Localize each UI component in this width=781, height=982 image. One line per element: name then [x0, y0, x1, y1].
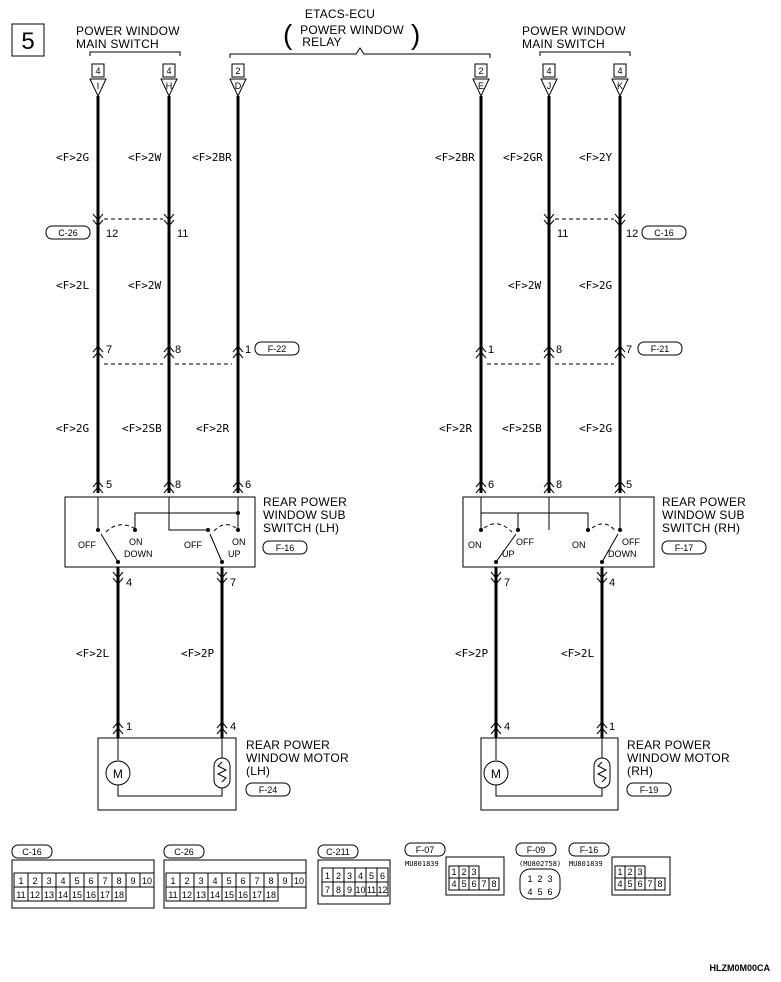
- wire-label-H-1: <F>2W: [128, 151, 162, 164]
- connector-pin: 7: [254, 876, 260, 886]
- svg-text:F-19: F-19: [639, 785, 659, 795]
- sub-switch-rh-label-line3: SWITCH (RH): [662, 521, 741, 535]
- connector-pin: 3: [637, 867, 643, 877]
- motor-rh-label-line3: (RH): [627, 764, 654, 778]
- lh-off2: OFF: [184, 540, 202, 550]
- rh-off1: OFF: [516, 537, 534, 547]
- connector-view-name: F-16: [579, 845, 599, 855]
- wire-label-H-3: <F>2SB: [122, 422, 162, 435]
- wire-label-rh-b: <F>2L: [561, 647, 595, 660]
- connector-tag-c16: [642, 226, 686, 239]
- lh-pin-6: 6: [245, 479, 252, 491]
- connector-pin: 2: [537, 874, 543, 884]
- connector-pin: 6: [471, 879, 477, 889]
- connector-pin: 16: [85, 890, 97, 900]
- connector-view-f16: [615, 866, 665, 890]
- svg-text:F-17: F-17: [674, 543, 694, 553]
- page-number: 5: [21, 28, 35, 55]
- wire-label-J-3: <F>2SB: [502, 422, 542, 435]
- connector-pin: 7: [647, 879, 653, 889]
- connector-pin: 1: [170, 876, 176, 886]
- connector-pin: 15: [71, 890, 83, 900]
- right-main-switch-label-line1: POWER WINDOW: [522, 24, 626, 38]
- connector-pin: 5: [537, 887, 543, 897]
- sub-switch-rh-label-line2: WINDOW SUB: [662, 508, 745, 522]
- rh-on1: ON: [468, 540, 482, 550]
- rh-off2: OFF: [622, 537, 640, 547]
- pin-K-c16: 12: [626, 228, 639, 240]
- connector-pin: 6: [637, 879, 643, 889]
- wire-label-K-2: <F>2G: [579, 279, 613, 292]
- connector-pin: 5: [226, 876, 232, 886]
- svg-text:C-26: C-26: [58, 228, 78, 238]
- connector-pin: 11: [16, 890, 26, 900]
- connector-pin: 5: [74, 876, 80, 886]
- connector-pin: 9: [282, 876, 288, 886]
- connector-pin: 4: [527, 887, 533, 897]
- terminal-I: [90, 64, 106, 96]
- pin-I-c26: 12: [106, 228, 119, 240]
- connector-view-c16: [14, 873, 154, 901]
- connector-views: [12, 843, 670, 908]
- terminal-K: [612, 64, 628, 96]
- connector-pin: 13: [43, 890, 55, 900]
- connector-pin: 1: [324, 871, 331, 881]
- connector-pin: 4: [451, 879, 457, 889]
- connector-pin: 6: [379, 871, 386, 881]
- etacs-relay-label-line2: RELAY: [302, 35, 342, 49]
- pin-H-c26: 11: [177, 228, 189, 240]
- connector-pin: 11: [168, 890, 178, 900]
- rh-down: DOWN: [608, 549, 637, 559]
- svg-text:4: 4: [95, 66, 101, 76]
- lh-down: DOWN: [124, 549, 153, 559]
- wire-label-J-1: <F>2GR: [503, 151, 543, 164]
- wire-label-H-2: <F>2W: [128, 279, 162, 292]
- connector-view-tag: [318, 845, 358, 858]
- connector-pin: 2: [184, 876, 190, 886]
- connector-pin: 7: [102, 876, 108, 886]
- motor-lh-label-line2: WINDOW MOTOR: [246, 751, 349, 765]
- wire-label-D-1: <F>2BR: [192, 151, 232, 164]
- center-group-brace: [230, 48, 490, 58]
- connector-pin: 12: [29, 890, 41, 900]
- connector-pin: 14: [209, 890, 221, 900]
- connector-pin: 8: [657, 879, 663, 889]
- svg-text:K: K: [616, 81, 624, 91]
- connector-pin: 2: [627, 867, 633, 877]
- connector-pin: 8: [268, 876, 274, 886]
- connector-view-tag: [12, 845, 52, 858]
- pin-E-f21: 1: [488, 344, 495, 356]
- right-main-switch-label-line2: MAIN SWITCH: [522, 37, 605, 51]
- pin-I-f22: 7: [106, 344, 113, 356]
- terminal-J: [541, 64, 557, 96]
- svg-text:D: D: [234, 81, 242, 91]
- lh-up: UP: [228, 549, 241, 559]
- connector-pin: 10: [355, 885, 366, 895]
- connector-pin: 7: [481, 879, 487, 889]
- paren-left: (: [283, 19, 293, 50]
- connector-tag-f19: [627, 783, 671, 796]
- rear-window-motor-rh: [481, 721, 618, 810]
- lh-pin-5: 5: [106, 479, 113, 491]
- c16-junction: [544, 214, 625, 226]
- connector-view-tag: [164, 845, 204, 858]
- terminal-D: [230, 64, 246, 96]
- svg-text:H: H: [165, 81, 173, 91]
- connector-pin: 15: [223, 890, 235, 900]
- connector-pin: 4: [617, 879, 623, 889]
- motor-rh-label-line1: REAR POWER: [627, 738, 712, 752]
- pin-J-c16: 11: [557, 228, 569, 240]
- connector-pin: 1: [527, 874, 533, 884]
- svg-text:M: M: [490, 767, 502, 781]
- wire-label-K-3: <F>2G: [579, 422, 613, 435]
- lh-out-pin-a: 4: [126, 577, 133, 589]
- c26-junction: [93, 214, 174, 226]
- connector-pin: 1: [617, 867, 623, 877]
- sub-switch-lh-label-line2: WINDOW SUB: [263, 508, 346, 522]
- lh-off1: OFF: [78, 540, 96, 550]
- connector-tag-f24: [246, 783, 290, 796]
- connector-pin: 13: [195, 890, 207, 900]
- pin-H-f22: 8: [175, 344, 182, 356]
- sub-switch-rh-label-line1: REAR POWER: [662, 495, 747, 509]
- connector-tag-f17: [662, 541, 706, 554]
- svg-text:2: 2: [235, 66, 241, 76]
- rh-pin-6: 6: [488, 479, 495, 491]
- wire-label-I-2: <F>2L: [56, 279, 90, 292]
- connector-pin: 4: [357, 871, 364, 881]
- wire-label-I-3: <F>2G: [56, 422, 90, 435]
- connector-pin: 4: [212, 876, 218, 886]
- motor-lh-label-line3: (LH): [246, 764, 271, 778]
- connector-tag-f16: [263, 541, 307, 554]
- lh-pin-8: 8: [175, 479, 182, 491]
- svg-text:C-16: C-16: [654, 228, 674, 238]
- connector-pin: 16: [237, 890, 249, 900]
- connector-pin: 17: [251, 890, 263, 900]
- connector-pin: 3: [198, 876, 204, 886]
- connector-pin: 3: [471, 867, 477, 877]
- connector-pin: 10: [293, 876, 305, 886]
- connector-pin: 8: [491, 879, 497, 889]
- connector-pin: 5: [461, 879, 467, 889]
- left-group-brace: [90, 52, 180, 56]
- svg-text:4: 4: [617, 66, 623, 76]
- connector-pin: 1: [451, 867, 457, 877]
- connector-pin: 18: [113, 890, 125, 900]
- connector-pin: 2: [335, 871, 342, 881]
- connector-pin: 7: [324, 885, 331, 895]
- connector-view-c26: [166, 873, 306, 901]
- connector-pin: 3: [346, 871, 353, 881]
- pin-D-f22: 1: [245, 344, 252, 356]
- svg-text:M: M: [112, 767, 124, 781]
- connector-view-f07: [449, 866, 499, 890]
- motor-rh-label-line2: WINDOW MOTOR: [627, 751, 730, 765]
- connector-tag-c26: [46, 226, 90, 239]
- wire-label-D-3: <F>2R: [196, 422, 230, 435]
- motor-rh-pin-b: 1: [609, 721, 616, 733]
- svg-text:E: E: [477, 81, 485, 91]
- svg-text:F-24: F-24: [258, 785, 278, 795]
- connector-pin: 3: [46, 876, 52, 886]
- connector-pin: 5: [368, 871, 375, 881]
- wire-label-K-1: <F>2Y: [579, 151, 613, 164]
- motor-lh-pin-b: 4: [230, 721, 237, 733]
- wire-label-E-3: <F>2R: [439, 422, 473, 435]
- svg-text:F-21: F-21: [650, 344, 670, 354]
- wire-label-rh-a: <F>2P: [455, 647, 489, 660]
- etacs-relay-label-line1: POWER WINDOW: [300, 23, 404, 37]
- right-group-brace: [540, 52, 630, 56]
- connector-pin: 2: [32, 876, 38, 886]
- rh-up: UP: [502, 549, 515, 559]
- terminal-E: [473, 64, 489, 96]
- wire-label-J-2: <F>2W: [508, 279, 542, 292]
- pin-K-f21: 7: [626, 344, 633, 356]
- left-main-switch-label-line2: MAIN SWITCH: [76, 37, 159, 51]
- motor-lh-label-line1: REAR POWER: [246, 738, 331, 752]
- rh-on2: ON: [572, 540, 586, 550]
- connector-pin: 4: [60, 876, 66, 886]
- connector-pin: 18: [265, 890, 277, 900]
- connector-pin: 6: [240, 876, 246, 886]
- svg-text:4: 4: [546, 66, 552, 76]
- wire-label-E-1: <F>2BR: [435, 151, 475, 164]
- connector-pin: 10: [141, 876, 153, 886]
- rh-out-pin-a: 7: [504, 577, 511, 589]
- wire-label-I-1: <F>2G: [56, 151, 90, 164]
- connector-view-name: C-211: [326, 847, 350, 857]
- connector-pin: 6: [88, 876, 94, 886]
- sub-switch-lh-label-line1: REAR POWER: [263, 495, 348, 509]
- svg-text:J: J: [546, 81, 552, 91]
- connector-pin: 8: [116, 876, 122, 886]
- connector-tag-f22: [255, 342, 299, 355]
- connector-pin: 5: [627, 879, 633, 889]
- rear-sub-switch-lh: [65, 479, 255, 567]
- connector-pin: 14: [57, 890, 69, 900]
- wire-label-lh-b: <F>2P: [181, 647, 215, 660]
- connector-pin: 6: [547, 887, 553, 897]
- connector-pin: 8: [335, 885, 342, 895]
- connector-pin: 9: [346, 885, 353, 895]
- rh-out-pin-b: 4: [609, 577, 616, 589]
- connector-view-tag: [405, 843, 445, 856]
- connector-view-name: F-09: [526, 845, 546, 855]
- f09-part-number: (MU802758): [519, 860, 562, 868]
- left-main-switch-label-line1: POWER WINDOW: [76, 24, 180, 38]
- connector-view-name: C-26: [174, 847, 194, 857]
- connector-pin: 3: [547, 874, 553, 884]
- connector-pin: 9: [130, 876, 136, 886]
- svg-text:F-16: F-16: [275, 543, 295, 553]
- f16-part-number: MU801839: [569, 860, 603, 868]
- paren-right: ): [411, 19, 421, 50]
- connector-pin: 11: [366, 885, 377, 895]
- rear-sub-switch-rh: [463, 479, 654, 567]
- connector-view-name: F-07: [415, 845, 435, 855]
- connector-pin: 12: [181, 890, 193, 900]
- f07-part-number: MU801839: [405, 860, 439, 868]
- etacs-ecu-label: ETACS-ECU: [304, 7, 376, 21]
- lh-out-pin-b: 7: [230, 577, 237, 589]
- connector-view-c211: [322, 868, 388, 896]
- rh-pin-5: 5: [626, 479, 633, 491]
- wire-label-lh-a: <F>2L: [76, 647, 110, 660]
- sub-switch-lh-label-line3: SWITCH (LH): [263, 521, 340, 535]
- rh-pin-8: 8: [556, 479, 563, 491]
- motor-lh-pin-a: 1: [126, 721, 133, 733]
- svg-text:I: I: [96, 81, 100, 91]
- lh-on2: ON: [232, 537, 246, 547]
- svg-text:2: 2: [478, 66, 484, 76]
- connector-tag-f21: [638, 342, 682, 355]
- connector-pin: 12: [377, 885, 388, 895]
- motor-rh-pin-a: 4: [504, 721, 511, 733]
- footer-code: HLZM0M00CA: [709, 963, 770, 973]
- connector-view-name: C-16: [22, 847, 42, 857]
- svg-text:F-22: F-22: [267, 344, 287, 354]
- connector-pin: 17: [99, 890, 111, 900]
- pin-J-f21: 8: [556, 344, 563, 356]
- connector-view-tag: [516, 843, 556, 856]
- connector-pin: 2: [461, 867, 467, 877]
- svg-text:4: 4: [166, 66, 172, 76]
- connector-view-tag: [569, 843, 609, 856]
- terminal-H: [161, 64, 177, 96]
- lh-on1: ON: [129, 537, 143, 547]
- connector-pin: 1: [18, 876, 24, 886]
